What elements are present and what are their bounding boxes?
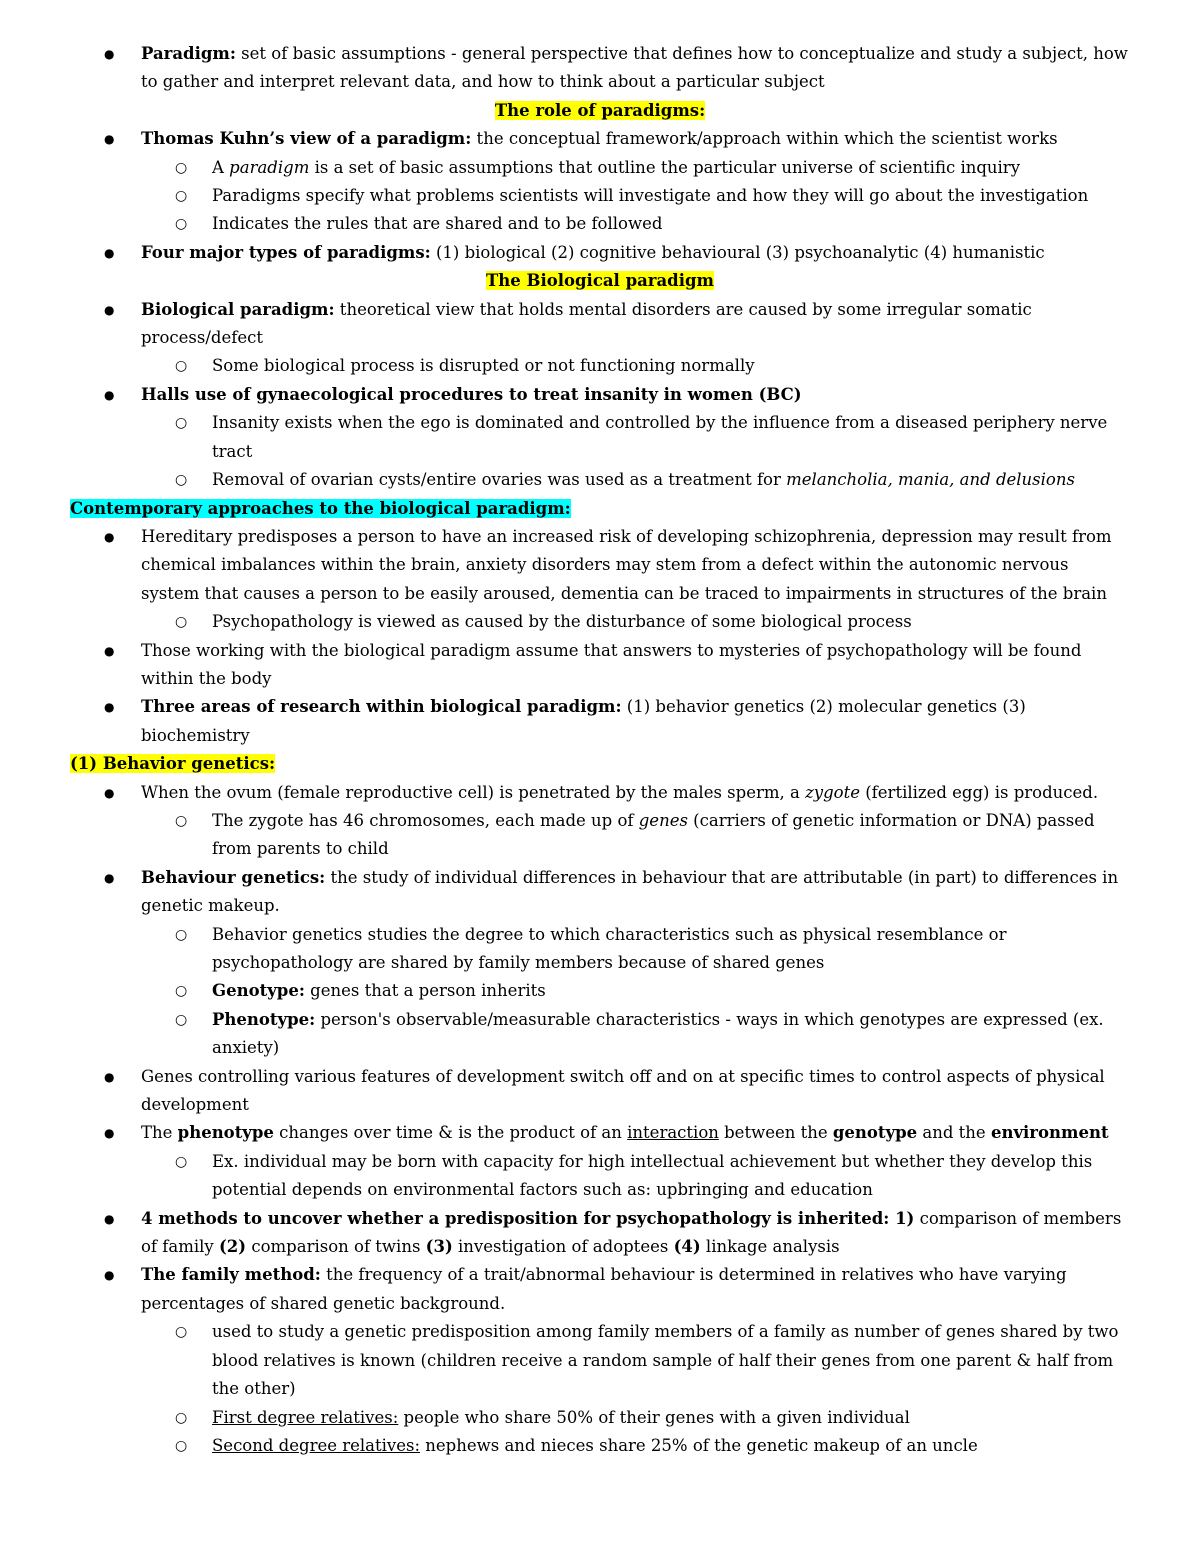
- text-run: Paradigms specify what problems scientists will investigate and how they will go about the investigation: [212, 186, 1089, 206]
- sub-bullet-item: [0, 807, 1200, 864]
- text-run: paradigm: [229, 157, 310, 177]
- text-run: A: [212, 157, 230, 177]
- text-run: (3): [425, 1237, 453, 1257]
- text-run: Those working with the biological paradigm assume that answers to mysteries of psychopathology will be found within the body: [141, 640, 1082, 688]
- bullet-item: [0, 693, 1200, 750]
- text-run: (4): [673, 1237, 701, 1257]
- bullet-item: [0, 296, 1200, 353]
- sub-bullet-item: [0, 977, 1200, 1005]
- sub-bullet-item: [0, 352, 1200, 380]
- text-run: Behavior genetics studies the degree to which characteristics such as physical resemblance or psychopathology are shared by family members because of shared genes: [212, 924, 1007, 972]
- text-run: The role of paradigms:: [494, 100, 706, 120]
- text-run: (fertilized egg) is produced.: [860, 782, 1099, 802]
- text-run: Removal of ovarian cysts/entire ovaries was used as a treatment for: [212, 470, 787, 490]
- text-run: Behaviour genetics:: [141, 867, 326, 887]
- text-run: Hereditary predisposes a person to have an increased risk of developing schizophrenia, depression may result from chemical imbalances within the brain, anxiety disorders may stem from a defect within the autonomic nervous system that causes a person to be easily aroused, dementia can be traced to impairments in structures of the brain: [141, 526, 1112, 603]
- bullet-item: [0, 381, 1200, 409]
- text-run: Second degree relatives:: [212, 1435, 421, 1455]
- text-run: Four major types of paradigms:: [141, 242, 431, 262]
- text-run: the conceptual framework/approach within which the scientist works: [471, 129, 1058, 149]
- text-run: the study of individual differences in behaviour that are attributable (in part) to differences in genetic makeup.: [141, 867, 1119, 916]
- text-run: linkage analysis: [700, 1237, 840, 1257]
- highlighted-heading-text: [486, 271, 714, 290]
- section-heading: [0, 495, 1200, 523]
- text-run: Paradigm:: [141, 44, 236, 63]
- text-run: Insanity exists when the ego is dominated and controlled by the influence from a diseased periphery nerve tract: [212, 413, 1108, 461]
- text-run: 4 methods to uncover whether a predisposition for psychopathology is inherited: 1): [141, 1208, 915, 1228]
- text-run: Some biological process is disrupted or not functioning normally: [212, 356, 755, 376]
- text-run: (carriers of genetic information or DNA) passed from parents to child: [212, 810, 1095, 859]
- text-run: and the: [917, 1123, 991, 1143]
- highlighted-heading-text: [70, 499, 571, 518]
- text-run: comparison of twins: [246, 1237, 426, 1257]
- text-run: Halls use of gynaecological procedures to treat insanity in women (BC): [141, 384, 802, 404]
- bullet-item: [0, 125, 1200, 153]
- text-run: (1) behavior genetics (2) molecular genetics (3) biochemistry: [141, 697, 1026, 745]
- bullet-item: [0, 523, 1200, 608]
- text-run: the frequency of a trait/abnormal behaviour is determined in relatives who have varying percentages of shared genetic background.: [141, 1265, 1067, 1313]
- section-heading: [0, 750, 1200, 778]
- text-run: The: [141, 1123, 178, 1143]
- text-run: person's observable/measurable characteristics - ways in which genotypes are expressed (ex. anxiety): [212, 1009, 1104, 1058]
- bullet-item: [0, 637, 1200, 694]
- text-run: zygote: [805, 782, 860, 802]
- bullet-item: [0, 1063, 1200, 1120]
- text-run: phenotype: [177, 1123, 274, 1143]
- text-run: (2): [219, 1237, 247, 1257]
- sub-bullet-item: [0, 1318, 1200, 1403]
- text-run: environment: [990, 1123, 1109, 1143]
- text-run: changes over time & is the product of an: [273, 1123, 628, 1143]
- text-run: Thomas Kuhn’s view of a paradigm:: [141, 129, 472, 149]
- text-run: theoretical view that holds mental disorders are caused by some irregular somatic process/defect: [141, 299, 1032, 348]
- text-run: Indicates the rules that are shared and to be followed: [212, 214, 663, 234]
- sub-bullet-item: [0, 1432, 1200, 1460]
- document-page: [0, 40, 1200, 1460]
- bullet-item: [0, 864, 1200, 921]
- text-run: investigation of adoptees: [452, 1237, 674, 1257]
- text-run: between the: [718, 1123, 833, 1143]
- bullet-item: [0, 1119, 1200, 1147]
- text-run: nephews and nieces share 25% of the genetic makeup of an uncle: [420, 1435, 978, 1455]
- text-run: Phenotype:: [212, 1009, 316, 1029]
- text-run: genotype: [832, 1123, 918, 1143]
- text-run: genes: [638, 810, 688, 830]
- highlighted-heading-text: [70, 754, 275, 773]
- bullet-item: [0, 1205, 1200, 1262]
- text-run: The zygote has 46 chromosomes, each made up of: [212, 810, 639, 830]
- bullet-item: [0, 779, 1200, 807]
- text-run: Psychopathology is viewed as caused by the disturbance of some biological process: [212, 612, 912, 632]
- text-run: Contemporary approaches to the biological paradigm:: [70, 498, 571, 518]
- text-run: The Biological paradigm: [486, 271, 714, 291]
- sub-bullet-item: [0, 1404, 1200, 1432]
- text-run: Three areas of research within biological paradigm:: [141, 697, 622, 717]
- sub-bullet-item: [0, 921, 1200, 978]
- text-run: When the ovum (female reproductive cell) is penetrated by the males sperm, a: [141, 782, 806, 802]
- text-run: interaction: [627, 1123, 719, 1143]
- bullet-item: [0, 40, 1200, 97]
- text-run: First degree relatives:: [212, 1407, 399, 1427]
- section-heading: [0, 97, 1200, 125]
- text-run: people who share 50% of their genes with a given individual: [398, 1407, 910, 1427]
- bullet-item: [0, 239, 1200, 267]
- sub-bullet-item: [0, 1148, 1200, 1205]
- text-run: comparison of members of family: [141, 1208, 1122, 1257]
- text-run: genes that a person inherits: [304, 981, 546, 1001]
- text-run: is a set of basic assumptions that outline the particular universe of scientific inquiry: [309, 157, 1021, 177]
- text-run: melancholia, mania, and delusions: [786, 470, 1075, 490]
- sub-bullet-item: [0, 182, 1200, 210]
- sub-bullet-item: [0, 1006, 1200, 1063]
- sub-bullet-item: [0, 409, 1200, 466]
- sub-bullet-item: [0, 608, 1200, 636]
- text-run: Genotype:: [212, 981, 305, 1001]
- highlighted-heading-text: [495, 101, 705, 120]
- text-run: used to study a genetic predisposition among family members of a family as number of genes shared by two blood relatives is known (children receive a random sample of half their genes from one parent & half from the other): [212, 1322, 1119, 1399]
- section-heading: [0, 267, 1200, 295]
- text-run: The family method:: [141, 1265, 321, 1285]
- text-run: Genes controlling various features of development switch off and on at specific times to control aspects of physical development: [141, 1066, 1105, 1115]
- text-run: Biological paradigm:: [141, 299, 335, 319]
- sub-bullet-item: [0, 466, 1200, 494]
- sub-bullet-item: [0, 154, 1200, 182]
- text-run: (1) Behavior genetics:: [70, 754, 276, 774]
- sub-bullet-item: [0, 210, 1200, 238]
- text-run: Ex. individual may be born with capacity for high intellectual achievement but whether they develop this potential depends on environmental factors such as: upbringing and education: [212, 1151, 1093, 1200]
- text-run: (1) biological (2) cognitive behavioural (3) psychoanalytic (4) humanistic: [430, 242, 1045, 262]
- bullet-item: [0, 1261, 1200, 1318]
- text-run: set of basic assumptions - general perspective that defines how to conceptualize and study a subject, how to gather and interpret relevant data, and how to think about a particular subject: [141, 44, 1128, 92]
